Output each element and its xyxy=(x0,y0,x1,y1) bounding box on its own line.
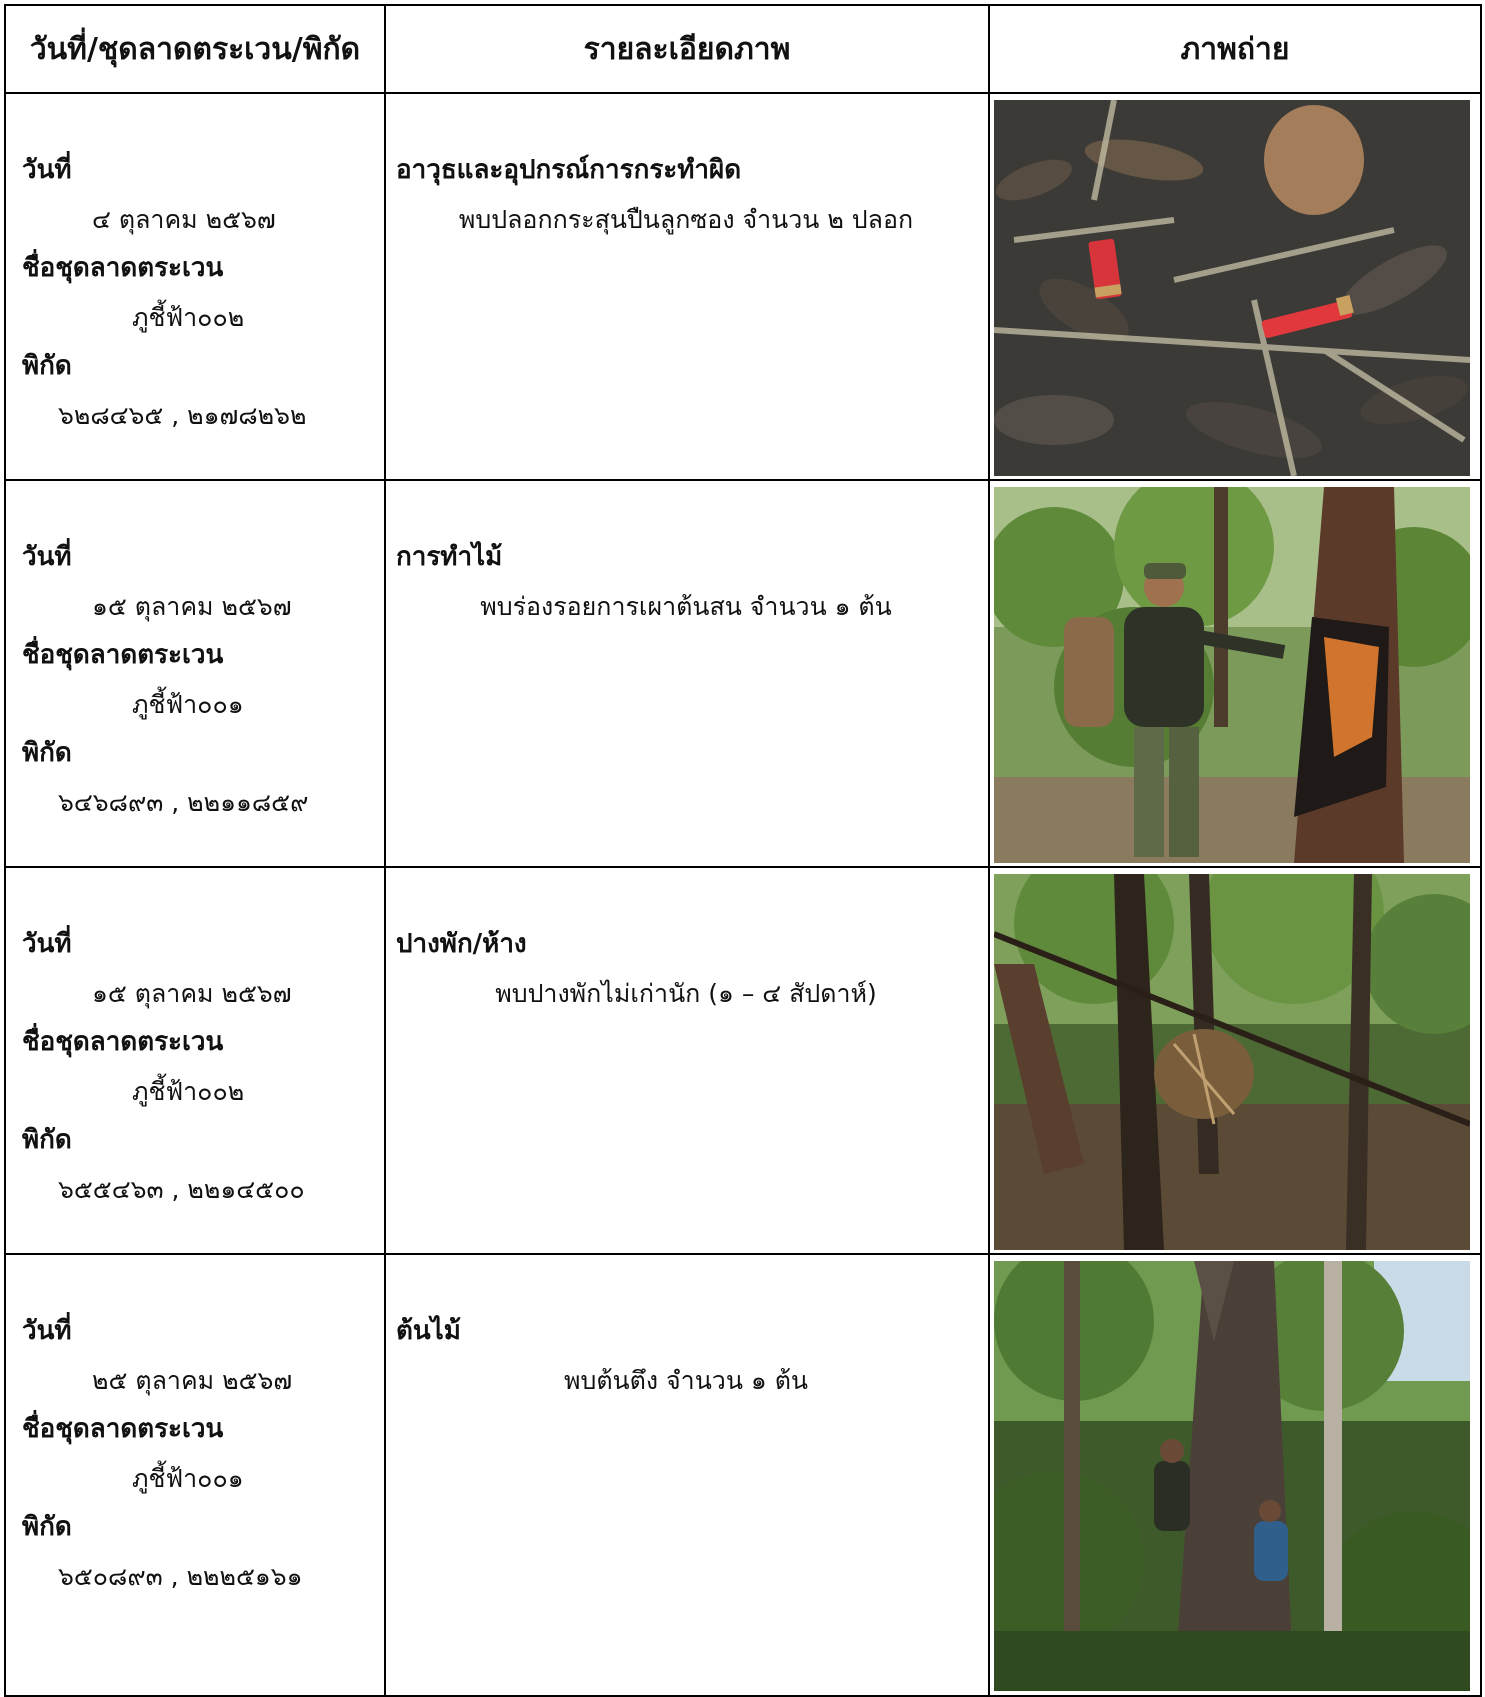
team-label: ชื่อชุดลาดตระเวน xyxy=(22,253,224,283)
meta-cell xyxy=(5,93,385,480)
coord-value: ๖๒๘๔๖๕ , ๒๑๗๘๒๖๒ xyxy=(58,401,307,430)
meta-cell xyxy=(5,480,385,867)
photo-cell xyxy=(989,1254,1481,1696)
date-label: วันที่ xyxy=(22,155,72,185)
meta-cell xyxy=(5,1254,385,1696)
coord-label: พิกัด xyxy=(22,1125,72,1155)
photo-cell xyxy=(989,867,1481,1254)
team-value: ภูชี้ฟ้า๐๐๑ xyxy=(132,1464,244,1493)
detail-text: พบปลอกกระสุนปืนลูกซอง จำนวน ๒ ปลอก xyxy=(458,205,914,234)
date-value: ๑๕ ตุลาคม ๒๕๖๗ xyxy=(92,979,292,1008)
header-photo: ภาพถ่าย xyxy=(989,5,1481,93)
team-label: ชื่อชุดลาดตระเวน xyxy=(22,640,224,670)
team-value: ภูชี้ฟ้า๐๐๒ xyxy=(132,1077,245,1106)
detail-cell xyxy=(385,480,989,867)
photo-forest-camp xyxy=(994,874,1470,1250)
coord-label: พิกัด xyxy=(22,1512,72,1542)
detail-text: พบต้นตึง จำนวน ๑ ต้น xyxy=(563,1366,809,1395)
category-label: ต้นไม้ xyxy=(396,1316,461,1346)
table-header-row xyxy=(5,5,1481,93)
table-row xyxy=(5,93,1481,480)
coord-value: ๖๔๖๘๙๓ , ๒๒๑๑๘๕๙ xyxy=(58,788,309,817)
photo-cell xyxy=(989,480,1481,867)
table-row xyxy=(5,1254,1481,1696)
table-row xyxy=(5,867,1481,1254)
coord-value: ๖๕๐๘๙๓ , ๒๒๒๕๑๖๑ xyxy=(58,1562,303,1591)
header-detail: รายละเอียดภาพ xyxy=(385,5,989,93)
detail-cell xyxy=(385,867,989,1254)
date-value: ๑๕ ตุลาคม ๒๕๖๗ xyxy=(92,592,292,621)
table-row xyxy=(5,480,1481,867)
detail-cell xyxy=(385,93,989,480)
coord-value: ๖๕๕๔๖๓ , ๒๒๑๔๕๐๐ xyxy=(58,1175,305,1204)
coord-label: พิกัด xyxy=(22,351,72,381)
date-label: วันที่ xyxy=(22,542,72,572)
team-value: ภูชี้ฟ้า๐๐๑ xyxy=(132,690,244,719)
photo-cell xyxy=(989,93,1481,480)
date-label: วันที่ xyxy=(22,1316,72,1346)
date-value: ๔ ตุลาคม ๒๕๖๗ xyxy=(92,205,276,234)
team-value: ภูชี้ฟ้า๐๐๒ xyxy=(132,303,245,332)
photo-burned-pine xyxy=(994,487,1470,863)
header-date-team-coord: วันที่/ชุดลาดตระเวน/พิกัด xyxy=(5,5,385,93)
detail-text: พบปางพักไม่เก่านัก (๑ – ๔ สัปดาห์) xyxy=(495,979,877,1008)
coord-label: พิกัด xyxy=(22,738,72,768)
detail-text: พบร่องรอยการเผาต้นสน จำนวน ๑ ต้น xyxy=(480,592,892,621)
photo-shotgun-shells xyxy=(994,100,1470,476)
category-label: อาวุธและอุปกรณ์การกระทำผิด xyxy=(396,155,742,185)
team-label: ชื่อชุดลาดตระเวน xyxy=(22,1027,224,1057)
category-label: การทำไม้ xyxy=(396,542,503,572)
date-value: ๒๕ ตุลาคม ๒๕๖๗ xyxy=(92,1366,293,1395)
meta-cell xyxy=(5,867,385,1254)
team-label: ชื่อชุดลาดตระเวน xyxy=(22,1414,224,1444)
patrol-report-table xyxy=(4,4,1482,1697)
photo-large-tree xyxy=(994,1261,1470,1691)
date-label: วันที่ xyxy=(22,929,72,959)
detail-cell xyxy=(385,1254,989,1696)
category-label: ปางพัก/ห้าง xyxy=(396,929,527,959)
